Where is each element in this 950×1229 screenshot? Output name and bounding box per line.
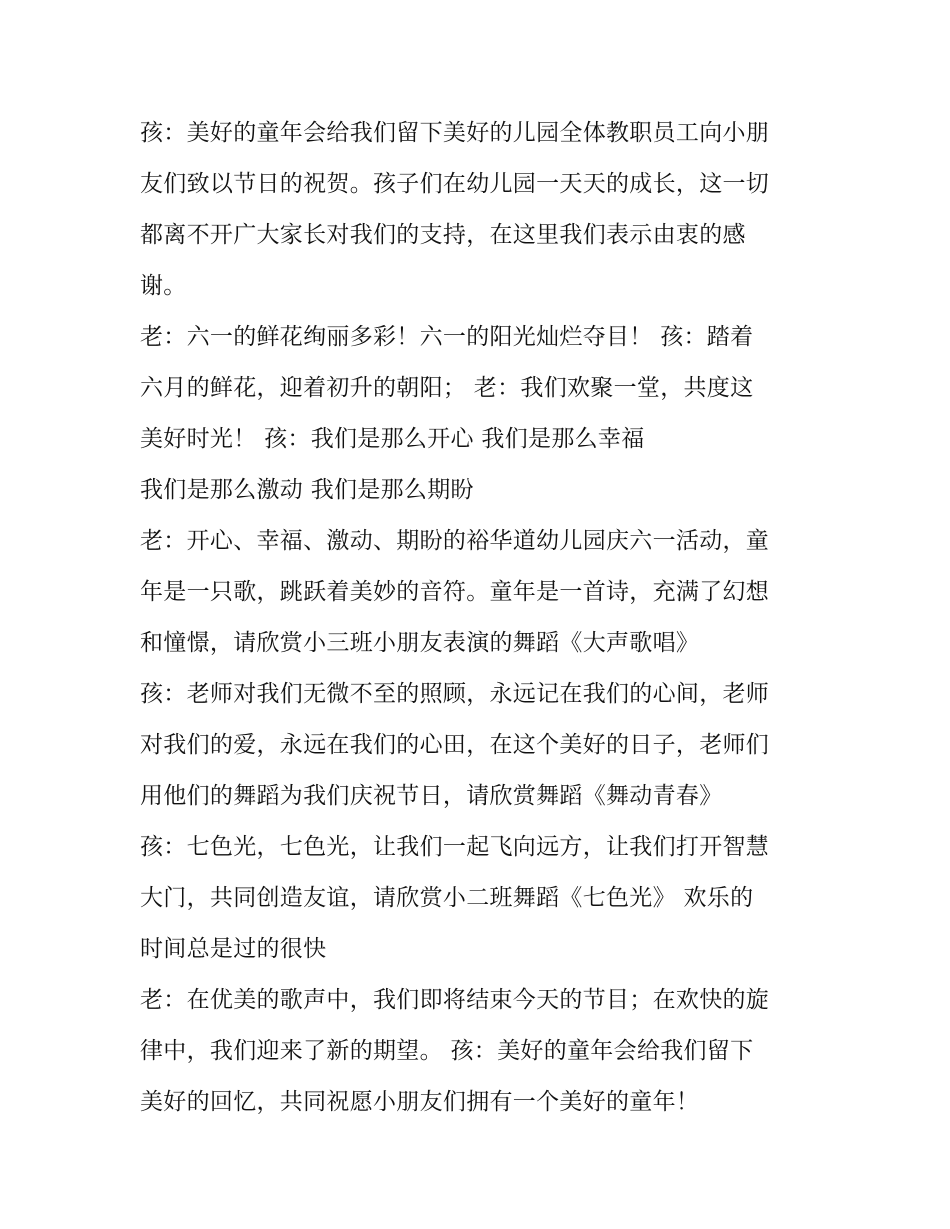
text-line: 友们致以节日的祝贺。孩子们在幼儿园一天天的成长，这一切 (140, 171, 770, 197)
text-line: 六月的鲜花，迎着初升的朝阳； 老：我们欢聚一堂，共度这 (140, 375, 754, 401)
text-line: 都离不开广大家长对我们的支持，在这里我们表示由衷的感 (140, 222, 746, 248)
text-line: 老：开心、幸福、激动、期盼的裕华道幼儿园庆六一活动，童 (140, 528, 770, 554)
text-line: 孩：七色光，七色光，让我们一起飞向远方，让我们打开智慧 (140, 834, 770, 860)
text-line: 老：六一的鲜花绚丽多彩！六一的阳光灿烂夺目！ 孩：踏着 (140, 324, 754, 350)
document-body (140, 108, 820, 1128)
text-line: 老：在优美的歌声中，我们即将结束今天的节目；在欢快的旋 (140, 987, 770, 1013)
text-line: 时间总是过的很快 (140, 936, 327, 962)
text-line: 美好的回忆，共同祝愿小朋友们拥有一个美好的童年！ (140, 1089, 700, 1115)
text-line: 美好时光！ 孩：我们是那么开心 我们是那么幸福 (140, 426, 645, 452)
text-line: 对我们的爱，永远在我们的心田，在这个美好的日子，老师们 (140, 732, 770, 758)
text-line: 谢。 (140, 273, 187, 299)
text-line: 孩：老师对我们无微不至的照顾，永远记在我们的心间，老师 (140, 681, 770, 707)
text-line: 孩：美好的童年会给我们留下美好的儿园全体教职员工向小朋 (140, 120, 770, 146)
text-line: 用他们的舞蹈为我们庆祝节日，请欣赏舞蹈《舞动青春》 (140, 783, 723, 809)
text-line: 大门，共同创造友谊，请欣赏小二班舞蹈《七色光》 欢乐的 (140, 885, 754, 911)
text-line: 我们是那么激动 我们是那么期盼 (140, 477, 474, 503)
text-line: 和憧憬，请欣赏小三班小朋友表演的舞蹈《大声歌唱》 (140, 630, 700, 656)
text-line: 年是一只歌，跳跃着美妙的音符。童年是一首诗，充满了幻想 (140, 579, 770, 605)
text-line: 律中，我们迎来了新的期望。 孩：美好的童年会给我们留下 (140, 1038, 754, 1064)
